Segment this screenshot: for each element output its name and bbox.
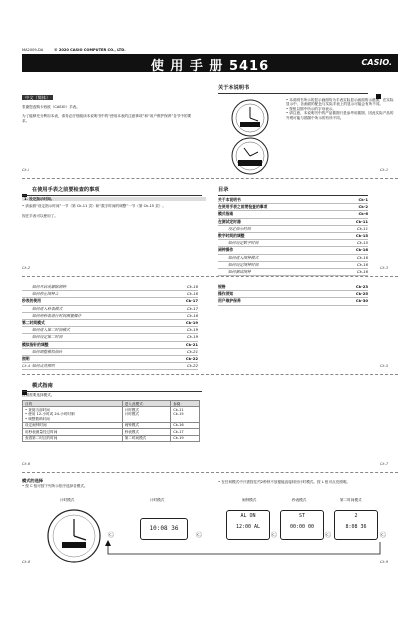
watch-illustration	[218, 96, 282, 176]
column-header: 参阅：	[171, 401, 200, 407]
copyright: © 2020 CASIO COMPUTER CO., LTD.	[54, 48, 126, 52]
toc-row[interactable]: 如何设定闹钟时间 Ck-16	[218, 262, 368, 269]
precautions-title: 在使用手表之前要检查的事项	[32, 187, 100, 193]
toc-row[interactable]: 设定指示时间 Ck-11	[218, 226, 368, 233]
page-number: Ck-4	[22, 364, 31, 368]
about-title: 关于本说明书	[218, 85, 250, 91]
mode-guide-sub: 按照需要选择模式。	[22, 393, 55, 397]
page-number: Ck-1	[380, 168, 389, 172]
toc-list-end	[218, 284, 368, 306]
toc-row[interactable]: 如何点亮照明 Ck-22	[22, 363, 198, 370]
toc-row[interactable]: 在使用手表之前要检查的事项 Ck-2	[218, 204, 368, 211]
table-cell: Ck-19	[171, 435, 200, 441]
table-cell: 用秒表测量经过时间	[23, 429, 123, 435]
page-number: Ck-i	[22, 168, 29, 172]
table-cell: 计时模式 计时模式	[122, 407, 170, 422]
precautions-step: 1. 设定指示时间。	[22, 197, 206, 201]
toc-row[interactable]: 如何开启或解除闹钟 Ck-16	[22, 284, 198, 291]
table-cell: 查看第二时区的时间	[23, 435, 123, 441]
intro-thanks: 衷谢您选购卡西欧（CASIO）手表。	[22, 105, 80, 109]
column-header: 目的	[23, 401, 123, 407]
table-cell: Ck-11 Ck-15	[171, 407, 200, 422]
c-button-icon: Ⓒ	[380, 532, 387, 539]
about-bullet: • 按钮以图中所示的字母表示。	[286, 106, 336, 111]
toc-row[interactable]: 如何设定第二时间 Ck-19	[22, 334, 198, 341]
precautions-body: • 请参照“设定指示时间”一节（第 Ck-11 页）和“数字时间的调整”一节（第 Ck-15 页）。	[22, 204, 167, 208]
toc-list	[218, 197, 368, 276]
toc-row[interactable]: 在测试定时器 Ck-11	[218, 219, 368, 226]
toc-row[interactable]: 如何设定数字时间 Ck-15	[218, 240, 368, 247]
toc-row[interactable]: 照明 Ck-22	[22, 356, 198, 363]
toc-row[interactable]: 如何测试闹钟 Ck-16	[218, 269, 368, 276]
analog-watch-icon	[44, 506, 104, 566]
toc-row[interactable]: 操作须知 Ck-25	[218, 291, 368, 298]
table-cell: 第二时间模式	[122, 435, 170, 441]
toc-row[interactable]: 第二时间模式 Ck-19	[22, 320, 198, 327]
toc-row[interactable]: 关于本说明书 Ck-1	[218, 197, 368, 204]
title-bar	[22, 54, 398, 72]
about-bullet: • 请注意，本说明书中的产品插图只是参考用插图，因此实际产品的外观可能与插图中所示的有所不同。	[286, 111, 394, 120]
table-cell: 闹钟模式	[122, 422, 170, 428]
lcd-display: 10:08 36	[140, 518, 188, 540]
language-tag: 中文（简体）	[22, 95, 53, 100]
toc-row[interactable]: 规格 Ck-23	[218, 284, 368, 291]
c-button-icon: Ⓒ	[108, 532, 115, 539]
about-bullets	[286, 98, 396, 120]
page-number: Ck-7	[380, 462, 389, 466]
c-button-icon: Ⓒ	[271, 532, 278, 539]
toc-row[interactable]: 如何停止闹钟音 Ck-16	[22, 291, 198, 298]
table-row	[23, 407, 200, 422]
toc-row[interactable]: 数字时间的调整 Ck-15	[218, 233, 368, 240]
page-number: Ck-3	[380, 266, 389, 270]
page-title: 使 用 手 册 5416	[150, 59, 270, 74]
return-arrow-icon	[100, 540, 390, 560]
page-number: Ck-6	[22, 462, 31, 466]
mode-select-note: • 按 C 钮可按下列所示依序选择各模式。	[22, 484, 88, 488]
mode-label: 秒表模式	[292, 498, 307, 502]
toc-row[interactable]: 模式指南 Ck-6	[218, 211, 368, 218]
intro-section	[22, 84, 202, 123]
toc-list-cont	[22, 284, 198, 370]
page-number: Ck-8	[22, 560, 31, 564]
toc-row[interactable]: 如何进入秒表模式 Ck-17	[22, 306, 198, 313]
c-button-icon: Ⓒ	[325, 532, 332, 539]
about-bullet: • 本说明书所示的显示画面均为手表实际显示画面的示意图，在实际显示中，各画面的配色与实际手表上的显示可能会有所不同。	[286, 98, 394, 107]
mode-guide-title: 模式指南	[32, 383, 53, 389]
page-number: Ck-2	[22, 266, 31, 270]
toc-row[interactable]: 如何进入闹钟模式 Ck-16	[218, 255, 368, 262]
mode-label: 第二时间模式	[340, 498, 362, 502]
toc-row[interactable]: 如何进入第二时间模式 Ck-19	[22, 327, 198, 334]
lcd-display-alarm: AL ON 12:00 AL	[226, 510, 270, 540]
table-cell: Ck-16	[171, 422, 200, 428]
c-button-icon: Ⓒ	[196, 532, 203, 539]
mode-label: 计时模式	[150, 498, 165, 502]
toc-row[interactable]: 模拟指针的调整 Ck-21	[22, 342, 198, 349]
table-cell: • 查阅当前时间 • 使用 12-小时或 24-小时时制 • 调整数码时间	[23, 407, 123, 422]
doc-code: MA2009-DA	[22, 48, 44, 52]
mode-label: 闹钟模式	[242, 498, 257, 502]
table-cell: Ck-17	[171, 429, 200, 435]
column-header: 进入此模式：	[122, 401, 170, 407]
toc-row[interactable]: 闹钟操作 Ck-16	[218, 247, 368, 254]
toc-row[interactable]: 秒表的使用 Ck-17	[22, 298, 198, 305]
intro-body: 为了能够充分利用本表，请务必仔细阅读本说明书中的“使用本表的注意事项”和“用户维护保养”各节中的要求。	[22, 114, 192, 123]
table-row	[23, 435, 200, 441]
lcd-display-dualtime: 2 8:08 36	[334, 510, 378, 540]
mode-label: 计时模式	[60, 498, 75, 502]
page-number: Ck-5	[380, 364, 389, 368]
toc-row[interactable]: 用户维护保养 Ck-30	[218, 298, 368, 305]
table-cell: 设定闹钟时间	[23, 422, 123, 428]
mode-table	[22, 400, 200, 442]
toc-row[interactable]: 如何用秒表进行时间测量操作 Ck-18	[22, 313, 198, 320]
page-number: Ck-9	[380, 560, 389, 564]
mode-select-note-right: • 在任何模式中只需按住约2秒钟不放便能直接转回计时模式。按 L 钮可点亮照明。	[218, 480, 351, 484]
mode-select-title: 模式的选择	[22, 478, 43, 483]
toc-row[interactable]: 如何调整模拟指针 Ck-21	[22, 349, 198, 356]
precautions-done: 现在手表可以使用了。	[22, 214, 58, 218]
casio-logo: CASIO.	[361, 58, 392, 67]
table-cell: 秒表模式	[122, 429, 170, 435]
toc-title: 目录	[218, 187, 229, 193]
lcd-display-stopwatch: ST 00:00 00	[280, 510, 324, 540]
